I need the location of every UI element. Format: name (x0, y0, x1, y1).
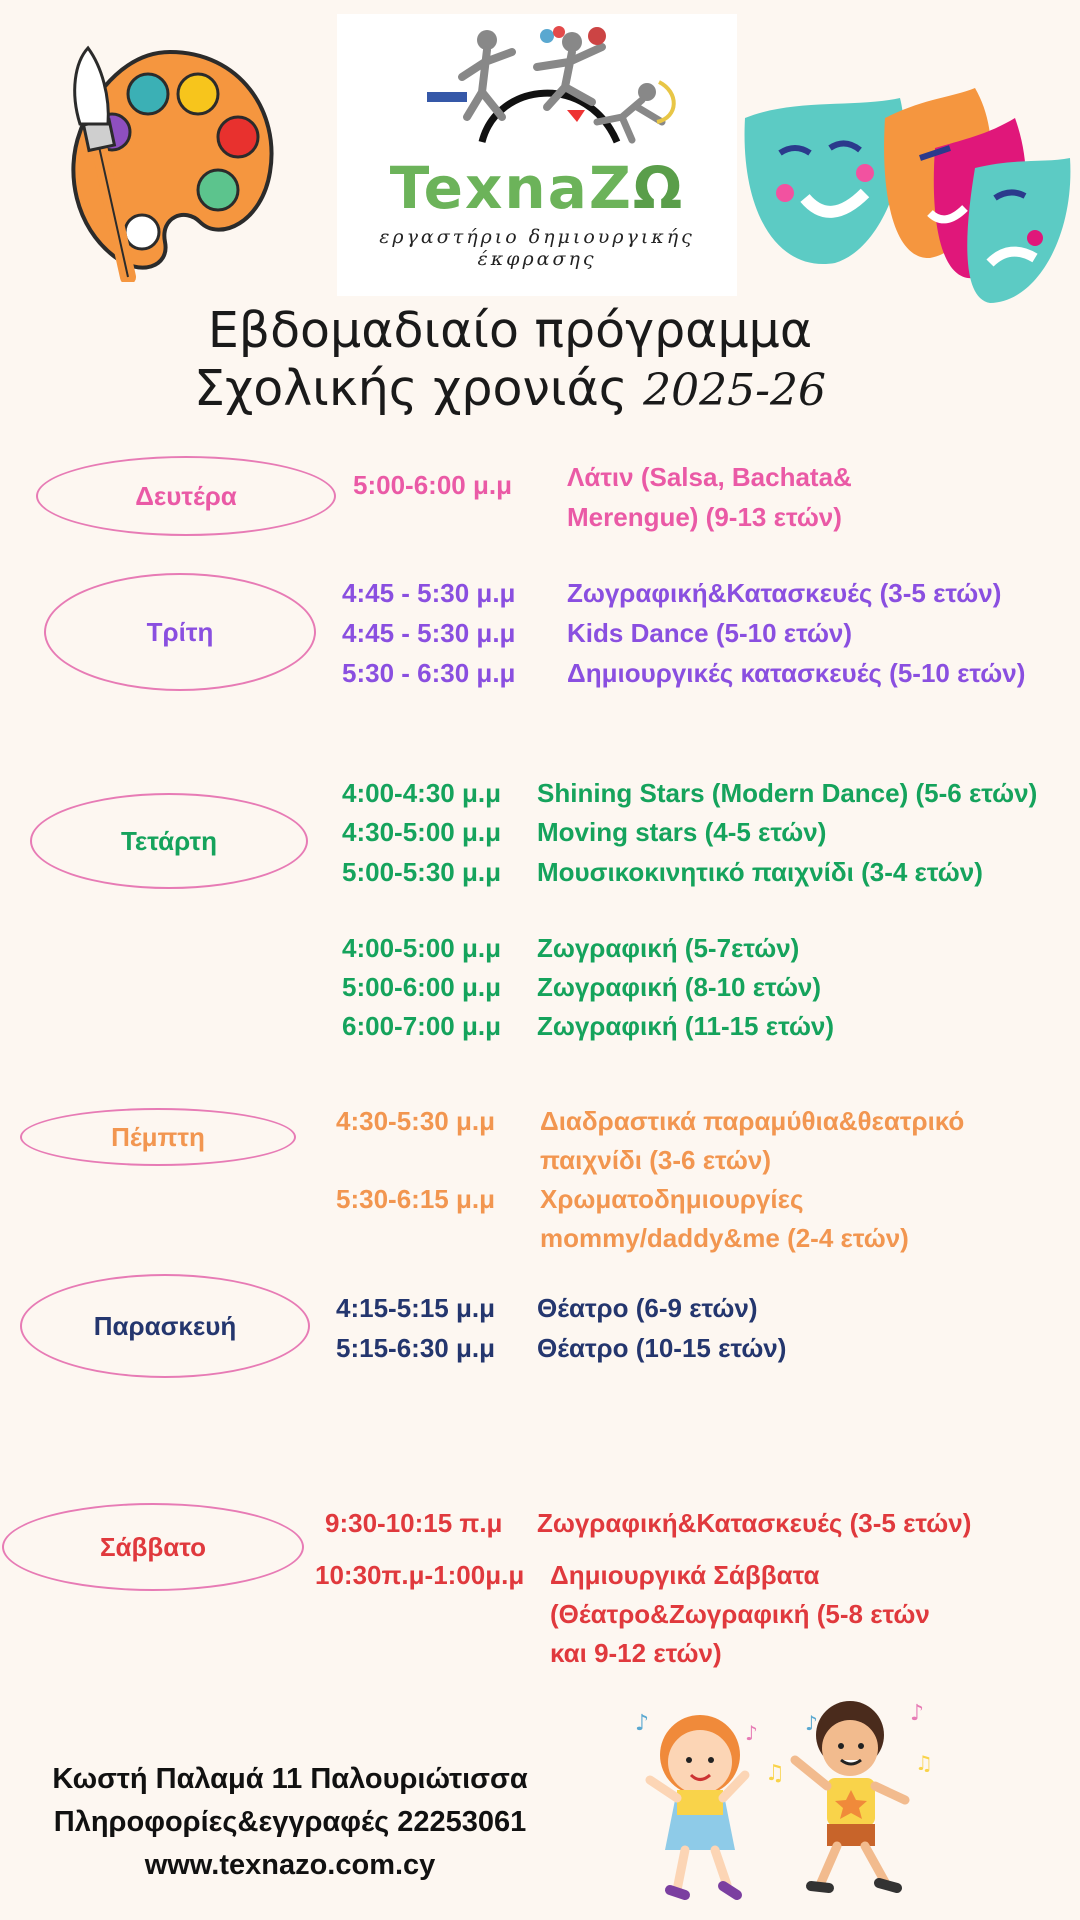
activity-wednesday-4: Ζωγραφική (5-7ετών) (537, 933, 800, 963)
time-tuesday-2: 4:45 - 5:30 μ.μ (342, 618, 516, 648)
school-year: 2025-26 (643, 365, 826, 416)
time-monday-1: 5:00-6:00 μ.μ (353, 470, 512, 500)
activity-thursday-2: Χρωματοδημιουργίες (540, 1184, 804, 1214)
svg-text:♪: ♪ (745, 1721, 758, 1745)
time-wednesday-2: 4:30-5:00 μ.μ (342, 817, 501, 847)
page-title: Εβδομαδιαίο πρόγραμμα (207, 302, 813, 359)
svg-text:♫: ♫ (765, 1761, 785, 1786)
time-friday-2: 5:15-6:30 μ.μ (336, 1333, 495, 1363)
time-thursday-1: 4:30-5:30 μ.μ (336, 1106, 495, 1136)
activity-thursday-2-cont: mommy/daddy&me (2-4 ετών) (540, 1223, 909, 1253)
dancing-kids-icon (615, 1690, 945, 1910)
day-oval-wednesday: Τετάρτη (30, 793, 308, 889)
activity-saturday-2-cont2: και 9-12 ετών) (550, 1638, 722, 1668)
logo (337, 14, 737, 296)
day-oval-saturday: Σάββατο (2, 1503, 304, 1591)
svg-text:♪: ♪ (910, 1701, 925, 1726)
svg-text:♫: ♫ (915, 1751, 933, 1775)
activity-saturday-1: Ζωγραφική&Κατασκευές (3-5 ετών) (537, 1508, 972, 1538)
activity-thursday-1-cont: παιχνίδι (3-6 ετών) (540, 1145, 772, 1175)
time-tuesday-3: 5:30 - 6:30 μ.μ (342, 658, 516, 688)
time-tuesday-1: 4:45 - 5:30 μ.μ (342, 578, 516, 608)
day-oval-monday: Δευτέρα (36, 456, 336, 536)
svg-text:♪: ♪ (635, 1711, 650, 1736)
time-saturday-1: 9:30-10:15 π.μ (325, 1508, 503, 1538)
time-friday-1: 4:15-5:15 μ.μ (336, 1293, 495, 1323)
theatre-masks-icon (735, 78, 1075, 308)
footer-website[interactable]: www.texnazo.com.cy (144, 1849, 436, 1881)
activity-thursday-1: Διαδραστικά παραμύθια&θεατρικό (540, 1106, 965, 1136)
time-wednesday-5: 5:00-6:00 μ.μ (342, 972, 501, 1002)
activity-wednesday-1: Shining Stars (Modern Dance) (5-6 ετών) (537, 778, 1038, 808)
page-subtitle: Σχολικής χρονιάς 2025-26 (194, 360, 826, 417)
activity-wednesday-2: Moving stars (4-5 ετών) (537, 817, 827, 847)
time-saturday-2: 10:30π.μ-1:00μ.μ (315, 1560, 525, 1590)
logo-subtitle: εργαστήριο δημιουργικής έκφρασης (379, 226, 695, 270)
footer-address: Κωστή Παλαμά 11 Παλουριώτισσα (52, 1763, 528, 1795)
day-oval-thursday: Πέμπτη (20, 1108, 296, 1166)
activity-friday-2: Θέατρο (10-15 ετών) (537, 1333, 787, 1363)
time-wednesday-3: 5:00-5:30 μ.μ (342, 857, 501, 887)
logo-wordmark: TexnaZΩ (389, 154, 685, 222)
time-wednesday-6: 6:00-7:00 μ.μ (342, 1011, 501, 1041)
time-wednesday-4: 4:00-5:00 μ.μ (342, 933, 501, 963)
day-oval-friday: Παρασκευή (20, 1274, 310, 1378)
activity-wednesday-6: Ζωγραφική (11-15 ετών) (537, 1011, 835, 1041)
activity-tuesday-2: Kids Dance (5-10 ετών) (567, 618, 853, 648)
activity-tuesday-3: Δημιουργικές κατασκευές (5-10 ετών) (567, 658, 1026, 688)
time-thursday-2: 5:30-6:15 μ.μ (336, 1184, 495, 1214)
svg-text:♪: ♪ (805, 1711, 818, 1735)
activity-monday-1: Λάτιν (Salsa, Bachata& (567, 462, 852, 492)
dancers-logo-icon (387, 22, 687, 157)
paint-palette-icon (50, 42, 280, 282)
activity-wednesday-5: Ζωγραφική (8-10 ετών) (537, 972, 822, 1002)
activity-monday-1-cont: Merengue) (9-13 ετών) (567, 502, 842, 532)
day-oval-tuesday: Τρίτη (44, 573, 316, 691)
activity-wednesday-3: Μουσικοκινητικό παιχνίδι (3-4 ετών) (537, 857, 983, 887)
footer-phone: Πληροφορίες&εγγραφές 22253061 (53, 1806, 527, 1838)
activity-friday-1: Θέατρο (6-9 ετών) (537, 1293, 758, 1323)
activity-saturday-2-cont1: (Θέατρο&Ζωγραφική (5-8 ετών (550, 1599, 930, 1629)
activity-saturday-2: Δημιουργικά Σάββατα (550, 1560, 820, 1590)
activity-tuesday-1: Ζωγραφική&Κατασκευές (3-5 ετών) (567, 578, 1002, 608)
time-wednesday-1: 4:00-4:30 μ.μ (342, 778, 501, 808)
